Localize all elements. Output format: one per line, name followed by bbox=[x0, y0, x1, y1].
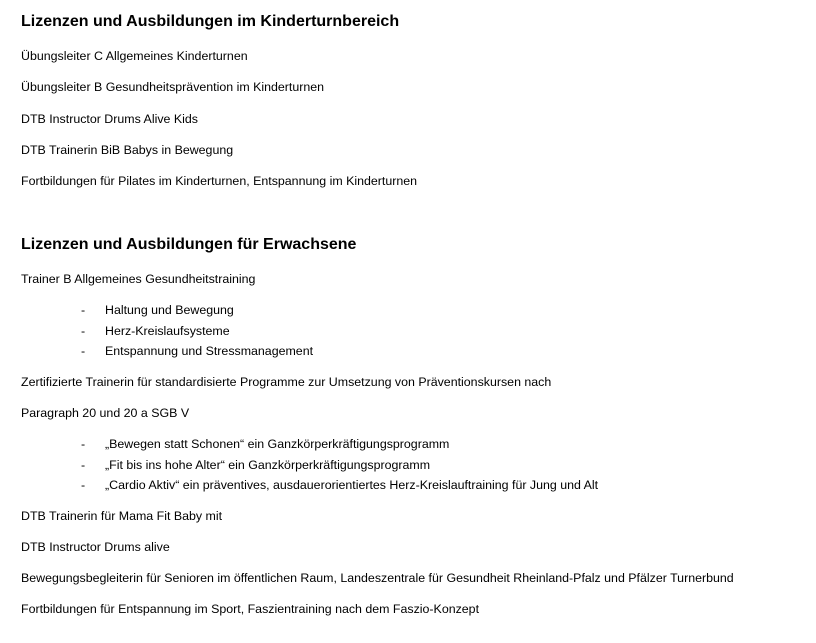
license-item: Bewegungsbegleiterin für Senioren im öffentlichen Raum, Landeszentrale für Gesundheit Rheinland-Pfalz und Pfälzer Turnerbund bbox=[21, 571, 734, 585]
bullet-dash: - bbox=[81, 323, 86, 338]
license-item-zertifiziert-cont: Paragraph 20 und 20 a SGB V bbox=[21, 406, 190, 420]
license-item: Fortbildungen für Pilates im Kinderturnen, Entspannung im Kinderturnen bbox=[21, 174, 418, 188]
list-item bbox=[21, 323, 811, 344]
list-item bbox=[21, 343, 811, 364]
bullet-dash: - bbox=[81, 303, 86, 317]
bullet-dash: - bbox=[81, 437, 86, 451]
bullet-text: Entspannung und Stressmanagement bbox=[105, 344, 314, 358]
license-item: DTB Instructor Drums alive bbox=[21, 540, 170, 554]
bullet-dash: - bbox=[81, 457, 86, 472]
license-item: Fortbildungen für Entspannung im Sport, Faszientraining nach dem Faszio-Konzept bbox=[21, 602, 480, 616]
bullet-dash: - bbox=[81, 344, 86, 358]
bullet-dash: - bbox=[81, 478, 86, 492]
bullet-text: „Fit bis ins hohe Alter“ ein Ganzkörperkräftigungsprogramm bbox=[105, 457, 431, 472]
license-item: Übungsleiter C Allgemeines Kinderturnen bbox=[21, 49, 248, 63]
list-item bbox=[21, 302, 811, 323]
bullet-text: „Cardio Aktiv“ ein präventives, ausdauerorientiertes Herz-Kreislauftraining für Jung und Alt bbox=[105, 478, 599, 492]
list-item bbox=[21, 436, 811, 457]
license-item-trainer-b: Trainer B Allgemeines Gesundheitstraining bbox=[21, 272, 256, 286]
license-item: DTB Instructor Drums Alive Kids bbox=[21, 112, 198, 126]
trainer-b-topic-list bbox=[21, 302, 811, 364]
program-list bbox=[21, 436, 811, 498]
license-item: DTB Trainerin BiB Babys in Bewegung bbox=[21, 143, 234, 157]
list-item bbox=[21, 457, 811, 478]
license-item: DTB Trainerin für Mama Fit Baby mit bbox=[21, 509, 223, 523]
section-heading-kinderturnen: Lizenzen und Ausbildungen im Kinderturnbereich bbox=[21, 13, 400, 30]
section-heading-erwachsene: Lizenzen und Ausbildungen für Erwachsene bbox=[21, 236, 357, 253]
bullet-text: „Bewegen statt Schonen“ ein Ganzkörperkräftigungsprogramm bbox=[105, 437, 450, 451]
bullet-text: Herz-Kreislaufsysteme bbox=[105, 323, 230, 338]
list-item bbox=[21, 477, 811, 498]
license-item: Übungsleiter B Gesundheitsprävention im Kinderturnen bbox=[21, 80, 325, 94]
license-item-zertifiziert: Zertifizierte Trainerin für standardisierte Programme zur Umsetzung von Präventionskursen nach bbox=[21, 375, 552, 389]
bullet-text: Haltung und Bewegung bbox=[105, 303, 234, 317]
